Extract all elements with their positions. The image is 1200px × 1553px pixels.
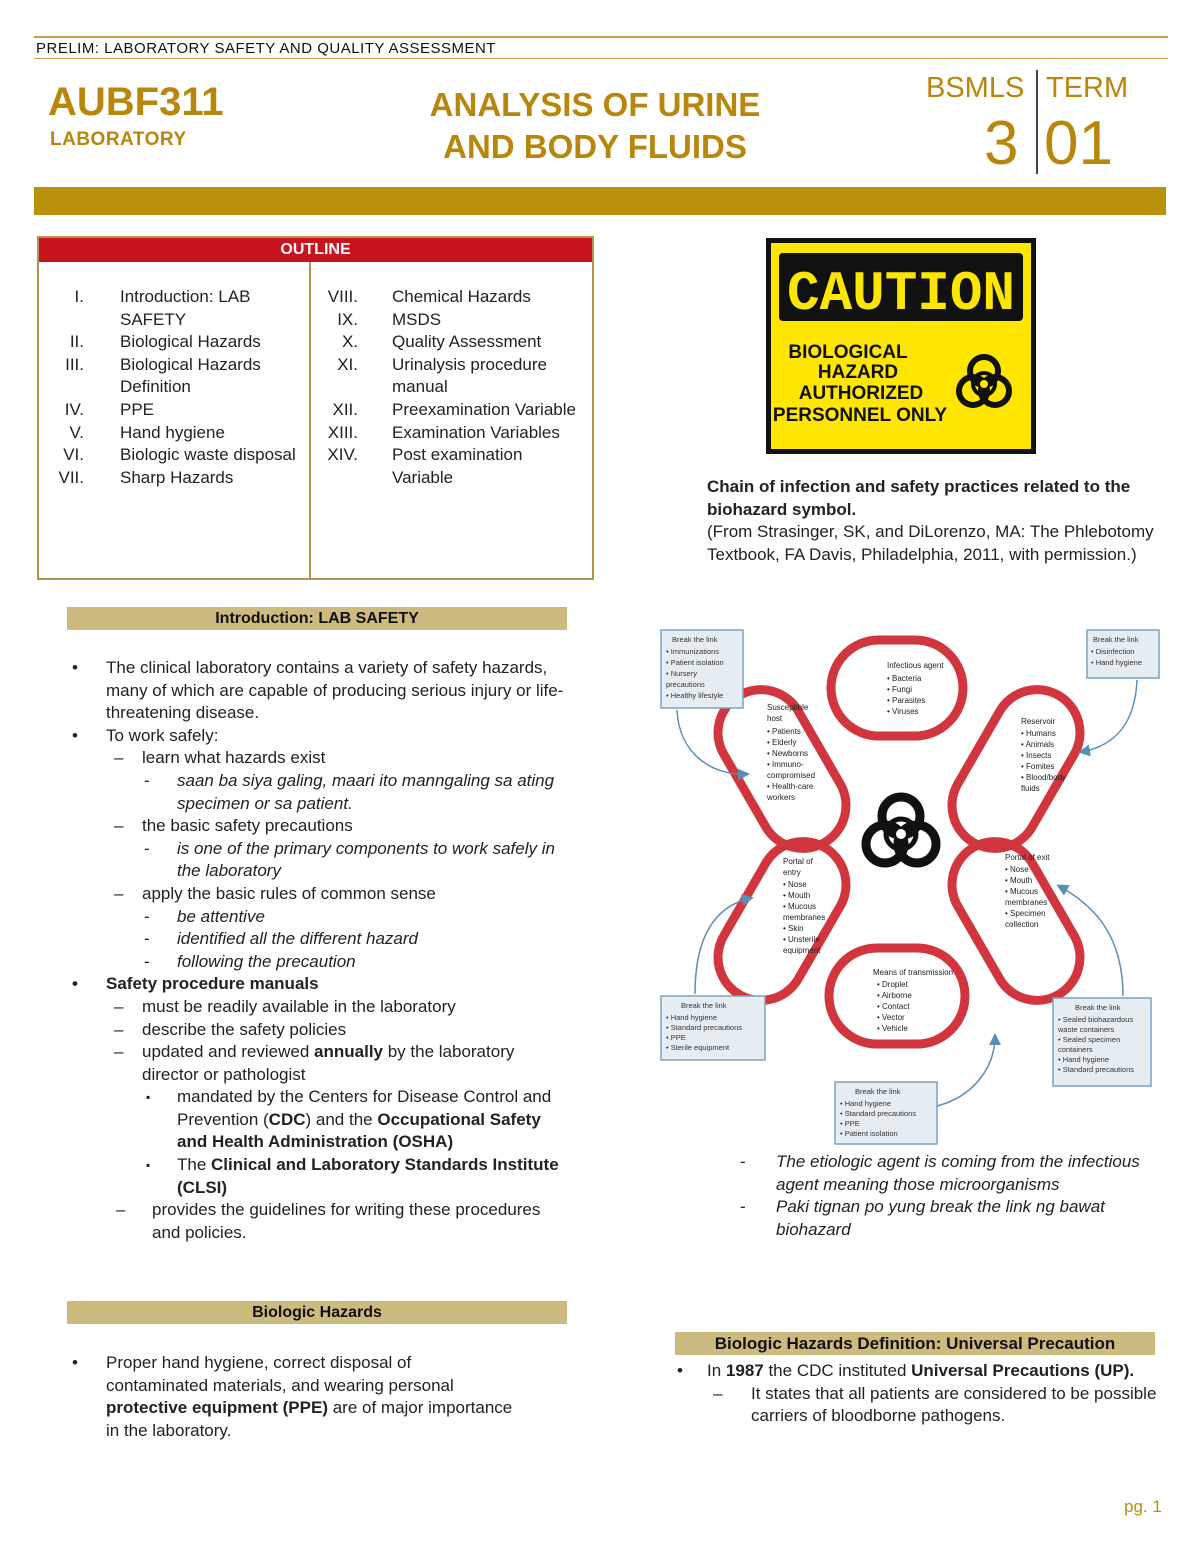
break-title: Break the link bbox=[1093, 635, 1139, 644]
label-item: • Vector bbox=[877, 1013, 905, 1022]
dash-icon: – bbox=[114, 996, 124, 1016]
outline-number: III. bbox=[65, 354, 84, 374]
term-label: TERM bbox=[1046, 72, 1129, 104]
program-label: BSMLS bbox=[926, 72, 1025, 104]
break-item: • Sealed biohazardous bbox=[1058, 1015, 1134, 1024]
outline-column-2 bbox=[318, 286, 588, 489]
bullet-text: Safety procedure manuals bbox=[106, 974, 319, 994]
figure-caption bbox=[707, 476, 1167, 566]
title-line-2: AND BODY FLUIDS bbox=[443, 128, 747, 165]
break-item: • Hand hygiene bbox=[840, 1099, 891, 1108]
outline-number: XI. bbox=[337, 354, 358, 374]
year-number: 3 bbox=[984, 109, 1019, 178]
sub-text: saan ba siya galing, maari ito manngaling sa ating specimen or sa patient. bbox=[177, 770, 555, 813]
title-line-1: ANALYSIS OF URINE bbox=[429, 86, 761, 123]
label-title: Portal of bbox=[783, 857, 813, 866]
outline-item bbox=[48, 354, 303, 399]
label-item: membranes bbox=[783, 913, 826, 922]
dash-icon: – bbox=[114, 1042, 124, 1062]
outline-number: VII. bbox=[58, 467, 84, 487]
label-item: fluids bbox=[1021, 784, 1040, 793]
label-item: • Unsterile bbox=[783, 935, 820, 944]
break-item: • Sterile equipment bbox=[666, 1043, 730, 1052]
sub-item bbox=[72, 928, 572, 951]
bullet-icon: • bbox=[677, 1361, 683, 1380]
outline-item bbox=[318, 422, 588, 445]
dash-text: apply the basic rules of common sense bbox=[142, 883, 436, 903]
label-title: Susceptible bbox=[767, 703, 809, 712]
outline-text: Preexamination Variable bbox=[392, 399, 576, 419]
label-item: • Mouth bbox=[783, 891, 811, 900]
dash-text: the basic safety precautions bbox=[142, 816, 353, 836]
hyphen-icon: - bbox=[740, 1152, 746, 1171]
bullet-icon: • bbox=[72, 725, 78, 745]
bullet-text: In bbox=[707, 1361, 726, 1380]
outline-column-1 bbox=[48, 286, 303, 489]
sign-line-3: AUTHORIZED bbox=[798, 383, 924, 404]
hyphen-icon: - bbox=[144, 770, 150, 790]
bullet-text: the CDC instituted bbox=[763, 1361, 912, 1380]
outline-item bbox=[318, 444, 588, 489]
outline-number: I. bbox=[74, 287, 84, 306]
outline-text: Chemical Hazards bbox=[392, 287, 531, 306]
hyphen-icon: - bbox=[144, 929, 150, 949]
label-portal-entry bbox=[783, 857, 825, 955]
sub-text: The bbox=[177, 1155, 212, 1175]
label-item: • Insects bbox=[1021, 751, 1052, 760]
dash-icon: – bbox=[114, 748, 124, 768]
dash-icon: – bbox=[114, 883, 124, 903]
intro-section bbox=[72, 657, 572, 1244]
dash-icon: – bbox=[114, 816, 124, 836]
label-title: Reservoir bbox=[1021, 717, 1056, 726]
dash-text: must be readily available in the laboratory bbox=[142, 996, 456, 1016]
outline-item bbox=[318, 354, 588, 399]
sub-text: identified all the different hazard bbox=[177, 929, 418, 949]
sub-text: mandated by the Centers for Disease Control and Prevention ( bbox=[177, 1087, 552, 1129]
outline-item bbox=[48, 467, 303, 490]
label-transmission bbox=[873, 968, 953, 1033]
header-divider bbox=[1036, 70, 1038, 174]
label-item: compromised bbox=[767, 771, 816, 780]
bullet-text: are of major importance in the laboratory. bbox=[106, 1398, 513, 1440]
break-link-box-3 bbox=[1053, 998, 1151, 1086]
label-susceptible-host bbox=[766, 703, 815, 802]
page-title bbox=[380, 84, 810, 168]
dash-text: updated and reviewed bbox=[142, 1042, 315, 1062]
break-item: • Sealed specimen bbox=[1058, 1035, 1121, 1044]
label-item: • Airborne bbox=[877, 991, 912, 1000]
dash-item bbox=[72, 747, 572, 770]
outline-text: Biological Hazards bbox=[120, 332, 261, 352]
label-item: • Immuno- bbox=[767, 760, 804, 769]
dash-text: provides the guidelines for writing these procedures and policies. bbox=[152, 1200, 541, 1242]
label-title: entry bbox=[783, 868, 801, 877]
dash-item bbox=[72, 815, 572, 838]
dash-text: describe the safety policies bbox=[142, 1019, 347, 1039]
sub-item bbox=[72, 906, 572, 929]
bullet-item bbox=[677, 1360, 1157, 1383]
bullet-item bbox=[72, 725, 572, 748]
label-item: • Parasites bbox=[887, 696, 926, 705]
sub-item bbox=[72, 770, 572, 815]
section-heading-intro: Introduction: LAB SAFETY bbox=[67, 607, 567, 630]
break-link-box-1 bbox=[661, 630, 743, 708]
outline-text: Sharp Hazards bbox=[120, 467, 234, 487]
outline-item bbox=[318, 331, 588, 354]
label-item: • Specimen bbox=[1005, 909, 1046, 918]
break-title: Break the link bbox=[672, 635, 718, 644]
bullet-item bbox=[72, 973, 572, 996]
break-item: • Nursery bbox=[666, 669, 697, 678]
section-heading-biohazards: Biologic Hazards bbox=[67, 1301, 567, 1324]
outline-number: II. bbox=[69, 332, 84, 352]
term-number: 01 bbox=[1044, 109, 1113, 178]
note-item bbox=[740, 1151, 1160, 1196]
label-item: workers bbox=[767, 793, 796, 802]
outline-number: IV. bbox=[64, 399, 84, 419]
break-title: Break the link bbox=[681, 1001, 727, 1010]
label-reservoir bbox=[1021, 717, 1066, 793]
outline-text: Biological Hazards Definition bbox=[120, 354, 261, 397]
label-item: • Mucous bbox=[783, 902, 817, 911]
break-item: • PPE bbox=[840, 1119, 860, 1128]
break-item: containers bbox=[1058, 1045, 1093, 1054]
header-rule bbox=[34, 58, 1168, 59]
caution-text: CAUTION bbox=[787, 262, 1015, 326]
outline-number: XIII. bbox=[327, 422, 358, 442]
bullet-text-bold: protective equipment (PPE) bbox=[106, 1398, 328, 1418]
outline-text: MSDS bbox=[392, 309, 442, 329]
label-item: • Nose bbox=[1005, 865, 1029, 874]
outline-item bbox=[318, 399, 588, 422]
dash-item bbox=[72, 1019, 572, 1042]
outline-text: Urinalysis procedure manual bbox=[392, 354, 547, 397]
label-item: • Humans bbox=[1021, 729, 1056, 738]
bullet-text: The clinical laboratory contains a variety of safety hazards, many of which are capable of producing serious injury or life-threatening disease. bbox=[106, 658, 564, 723]
square-bullet-icon: ▪ bbox=[146, 1090, 151, 1105]
break-item: • Disinfection bbox=[1091, 647, 1135, 656]
label-item: • Vehicle bbox=[877, 1024, 908, 1033]
break-item: • Hand hygiene bbox=[1058, 1055, 1109, 1064]
label-item: • Bacteria bbox=[887, 674, 922, 683]
outline-number: VIII. bbox=[327, 287, 358, 306]
sub-text: is one of the primary components to work safely in the laboratory bbox=[177, 838, 555, 881]
course-code: AUBF311 bbox=[48, 80, 224, 124]
break-link-box-5 bbox=[661, 996, 765, 1060]
outline-number: V. bbox=[69, 422, 84, 442]
break-link-box-4 bbox=[835, 1082, 937, 1144]
label-item: • Fomites bbox=[1021, 762, 1055, 771]
break-link-box-2 bbox=[1087, 630, 1159, 678]
dash-item bbox=[72, 996, 572, 1019]
arrow-1 bbox=[677, 710, 747, 774]
section-heading-universal-precaution: Biologic Hazards Definition: Universal Precaution bbox=[675, 1332, 1155, 1355]
outline-item bbox=[318, 286, 588, 309]
sign-line-4: PERSONNEL ONLY bbox=[772, 405, 948, 426]
label-title: host bbox=[767, 714, 783, 723]
arrow-2 bbox=[1081, 680, 1137, 752]
outline-text: Examination Variables bbox=[392, 422, 560, 442]
bullet-text-bold: 1987 bbox=[725, 1361, 764, 1380]
hyphen-icon: - bbox=[144, 951, 150, 971]
sub-item bbox=[72, 838, 572, 883]
square-bullet-icon: ▪ bbox=[146, 1158, 151, 1173]
outline-text: Post examination Variable bbox=[392, 445, 523, 487]
hyphen-icon: - bbox=[144, 906, 150, 926]
caution-sign bbox=[766, 238, 1036, 454]
sub-text-bold: Clinical and Laboratory Standards Institute (CLSI) bbox=[177, 1155, 559, 1197]
outline-text: Introduction: LAB SAFETY bbox=[120, 287, 251, 329]
header-top-rule bbox=[34, 36, 1168, 38]
break-item: • Immunizations bbox=[666, 647, 720, 656]
label-item: membranes bbox=[1005, 898, 1048, 907]
outline-number: XIV. bbox=[327, 445, 358, 465]
dash-item bbox=[72, 1041, 572, 1086]
dash-icon: – bbox=[116, 1200, 126, 1220]
dash-text: by the laboratory director or pathologist bbox=[142, 1042, 515, 1084]
break-item: • Standard precautions bbox=[1058, 1065, 1135, 1074]
dash-item bbox=[677, 1383, 1157, 1428]
bullet-icon: • bbox=[72, 1353, 78, 1372]
label-item: • Health-care bbox=[767, 782, 814, 791]
sub-item bbox=[72, 1086, 572, 1154]
bullet-text: To work safely: bbox=[106, 725, 219, 745]
sign-line-1: BIOLOGICAL bbox=[788, 342, 908, 363]
break-item: • Standard precautions bbox=[666, 1023, 743, 1032]
break-item: waste containers bbox=[1058, 1025, 1115, 1034]
caption-title: Chain of infection and safety practices related to the biohazard symbol. bbox=[707, 477, 1131, 519]
label-item: • Mouth bbox=[1005, 876, 1033, 885]
link-portal-entry bbox=[702, 826, 861, 1016]
label-title: Portal of exit bbox=[1005, 853, 1050, 862]
label-item: • Newborns bbox=[767, 749, 809, 758]
outline-number: X. bbox=[341, 332, 358, 352]
label-item: • Skin bbox=[783, 924, 804, 933]
label-item: • Elderly bbox=[767, 738, 797, 747]
label-item: • Animals bbox=[1021, 740, 1055, 749]
label-title: Infectious agent bbox=[887, 661, 944, 670]
break-item: • Patient isolation bbox=[840, 1129, 898, 1138]
note-text: The etiologic agent is coming from the infectious agent meaning those microorganisms bbox=[776, 1152, 1140, 1194]
label-item: • Contact bbox=[877, 1002, 910, 1011]
bullet-item bbox=[72, 657, 572, 725]
break-item: precautions bbox=[666, 680, 705, 689]
break-item: • PPE bbox=[666, 1033, 686, 1042]
label-item: collection bbox=[1005, 920, 1039, 929]
sub-text: be attentive bbox=[177, 906, 265, 926]
dash-text-bold: annually bbox=[314, 1042, 383, 1062]
chain-of-infection-diagram bbox=[655, 626, 1165, 1148]
break-title: Break the link bbox=[855, 1087, 901, 1096]
sub-item bbox=[72, 951, 572, 974]
outline-divider bbox=[309, 262, 311, 578]
universal-precaution-section bbox=[677, 1360, 1157, 1428]
arrow-4 bbox=[937, 1036, 995, 1106]
outline-item bbox=[48, 331, 303, 354]
label-title: Means of transmission bbox=[873, 968, 954, 977]
diagram-notes bbox=[740, 1151, 1160, 1241]
dash-icon: – bbox=[713, 1383, 723, 1403]
label-item: equipment bbox=[783, 946, 821, 955]
dash-item bbox=[72, 883, 572, 906]
label-item: • Nose bbox=[783, 880, 807, 889]
outline-number: XII. bbox=[332, 399, 358, 419]
sub-text: following the precaution bbox=[177, 951, 356, 971]
sub-text: ) and the bbox=[305, 1109, 378, 1129]
break-item: • Hand hygiene bbox=[666, 1013, 717, 1022]
outline-text: PPE bbox=[120, 399, 155, 419]
break-item: • Healthy lifestyle bbox=[666, 691, 724, 700]
label-item: • Droplet bbox=[877, 980, 908, 989]
note-text: Paki tignan po yung break the link ng bawat biohazard bbox=[776, 1197, 1105, 1239]
course-type: LABORATORY bbox=[50, 129, 187, 150]
bullet-item bbox=[72, 1352, 517, 1442]
arrow-3 bbox=[1059, 886, 1123, 996]
outline-text: Biologic waste disposal bbox=[120, 445, 296, 465]
sub-item bbox=[72, 1154, 572, 1199]
break-item: • Hand hygiene bbox=[1091, 658, 1142, 667]
dash-text: It states that all patients are considered to be possible carriers of bloodborne pathogens. bbox=[751, 1383, 1157, 1426]
label-item: • Fungi bbox=[887, 685, 913, 694]
break-item: • Patient isolation bbox=[666, 658, 724, 667]
break-title: Break the link bbox=[1075, 1003, 1121, 1012]
outline-text: Hand hygiene bbox=[120, 422, 225, 442]
caption-source: (From Strasinger, SK, and DiLorenzo, MA: The Phlebotomy Textbook, FA Davis, Philadelphia, 2011, with permission.) bbox=[707, 522, 1154, 564]
outline-heading: OUTLINE bbox=[39, 238, 592, 262]
dash-icon: – bbox=[114, 1019, 124, 1039]
outline-item bbox=[48, 286, 303, 331]
label-item: • Patients bbox=[767, 727, 801, 736]
label-item: • Mucous bbox=[1005, 887, 1039, 896]
dash-text: learn what hazards exist bbox=[142, 748, 326, 768]
center-biohazard-icon bbox=[866, 797, 936, 863]
bullet-text: Proper hand hygiene, correct disposal of contaminated materials, and wearing personal bbox=[106, 1353, 454, 1395]
label-item: • Viruses bbox=[887, 707, 919, 716]
page-number: pg. 1 bbox=[1124, 1497, 1162, 1516]
label-item: • Blood/body bbox=[1021, 773, 1067, 782]
outline-number: VI. bbox=[63, 445, 84, 465]
bullet-icon: • bbox=[72, 974, 78, 994]
outline-item bbox=[48, 399, 303, 422]
outline-item bbox=[48, 444, 303, 467]
note-item bbox=[740, 1196, 1160, 1241]
label-infectious-agent bbox=[887, 661, 944, 716]
dash-item bbox=[72, 1199, 572, 1244]
outline-number: IX. bbox=[337, 309, 358, 329]
break-item: • Standard precautions bbox=[840, 1109, 917, 1118]
bullet-text-bold: Universal Precautions (UP). bbox=[911, 1361, 1135, 1380]
prelim-label: PRELIM: LABORATORY SAFETY AND QUALITY ASSESSMENT bbox=[36, 40, 496, 57]
bullet-icon: • bbox=[72, 658, 78, 677]
outline-item bbox=[48, 422, 303, 445]
sub-text-bold: Occupational Safety and Health Administration (OSHA) bbox=[177, 1109, 541, 1152]
hyphen-icon: - bbox=[740, 1197, 746, 1217]
hyphen-icon: - bbox=[144, 838, 150, 858]
sub-text-bold: CDC bbox=[268, 1109, 306, 1129]
outline-item bbox=[318, 309, 588, 332]
biohazards-section bbox=[72, 1352, 517, 1442]
sign-line-2: HAZARD bbox=[817, 362, 899, 383]
outline-text: Quality Assessment bbox=[392, 332, 542, 352]
header-band bbox=[34, 187, 1166, 215]
